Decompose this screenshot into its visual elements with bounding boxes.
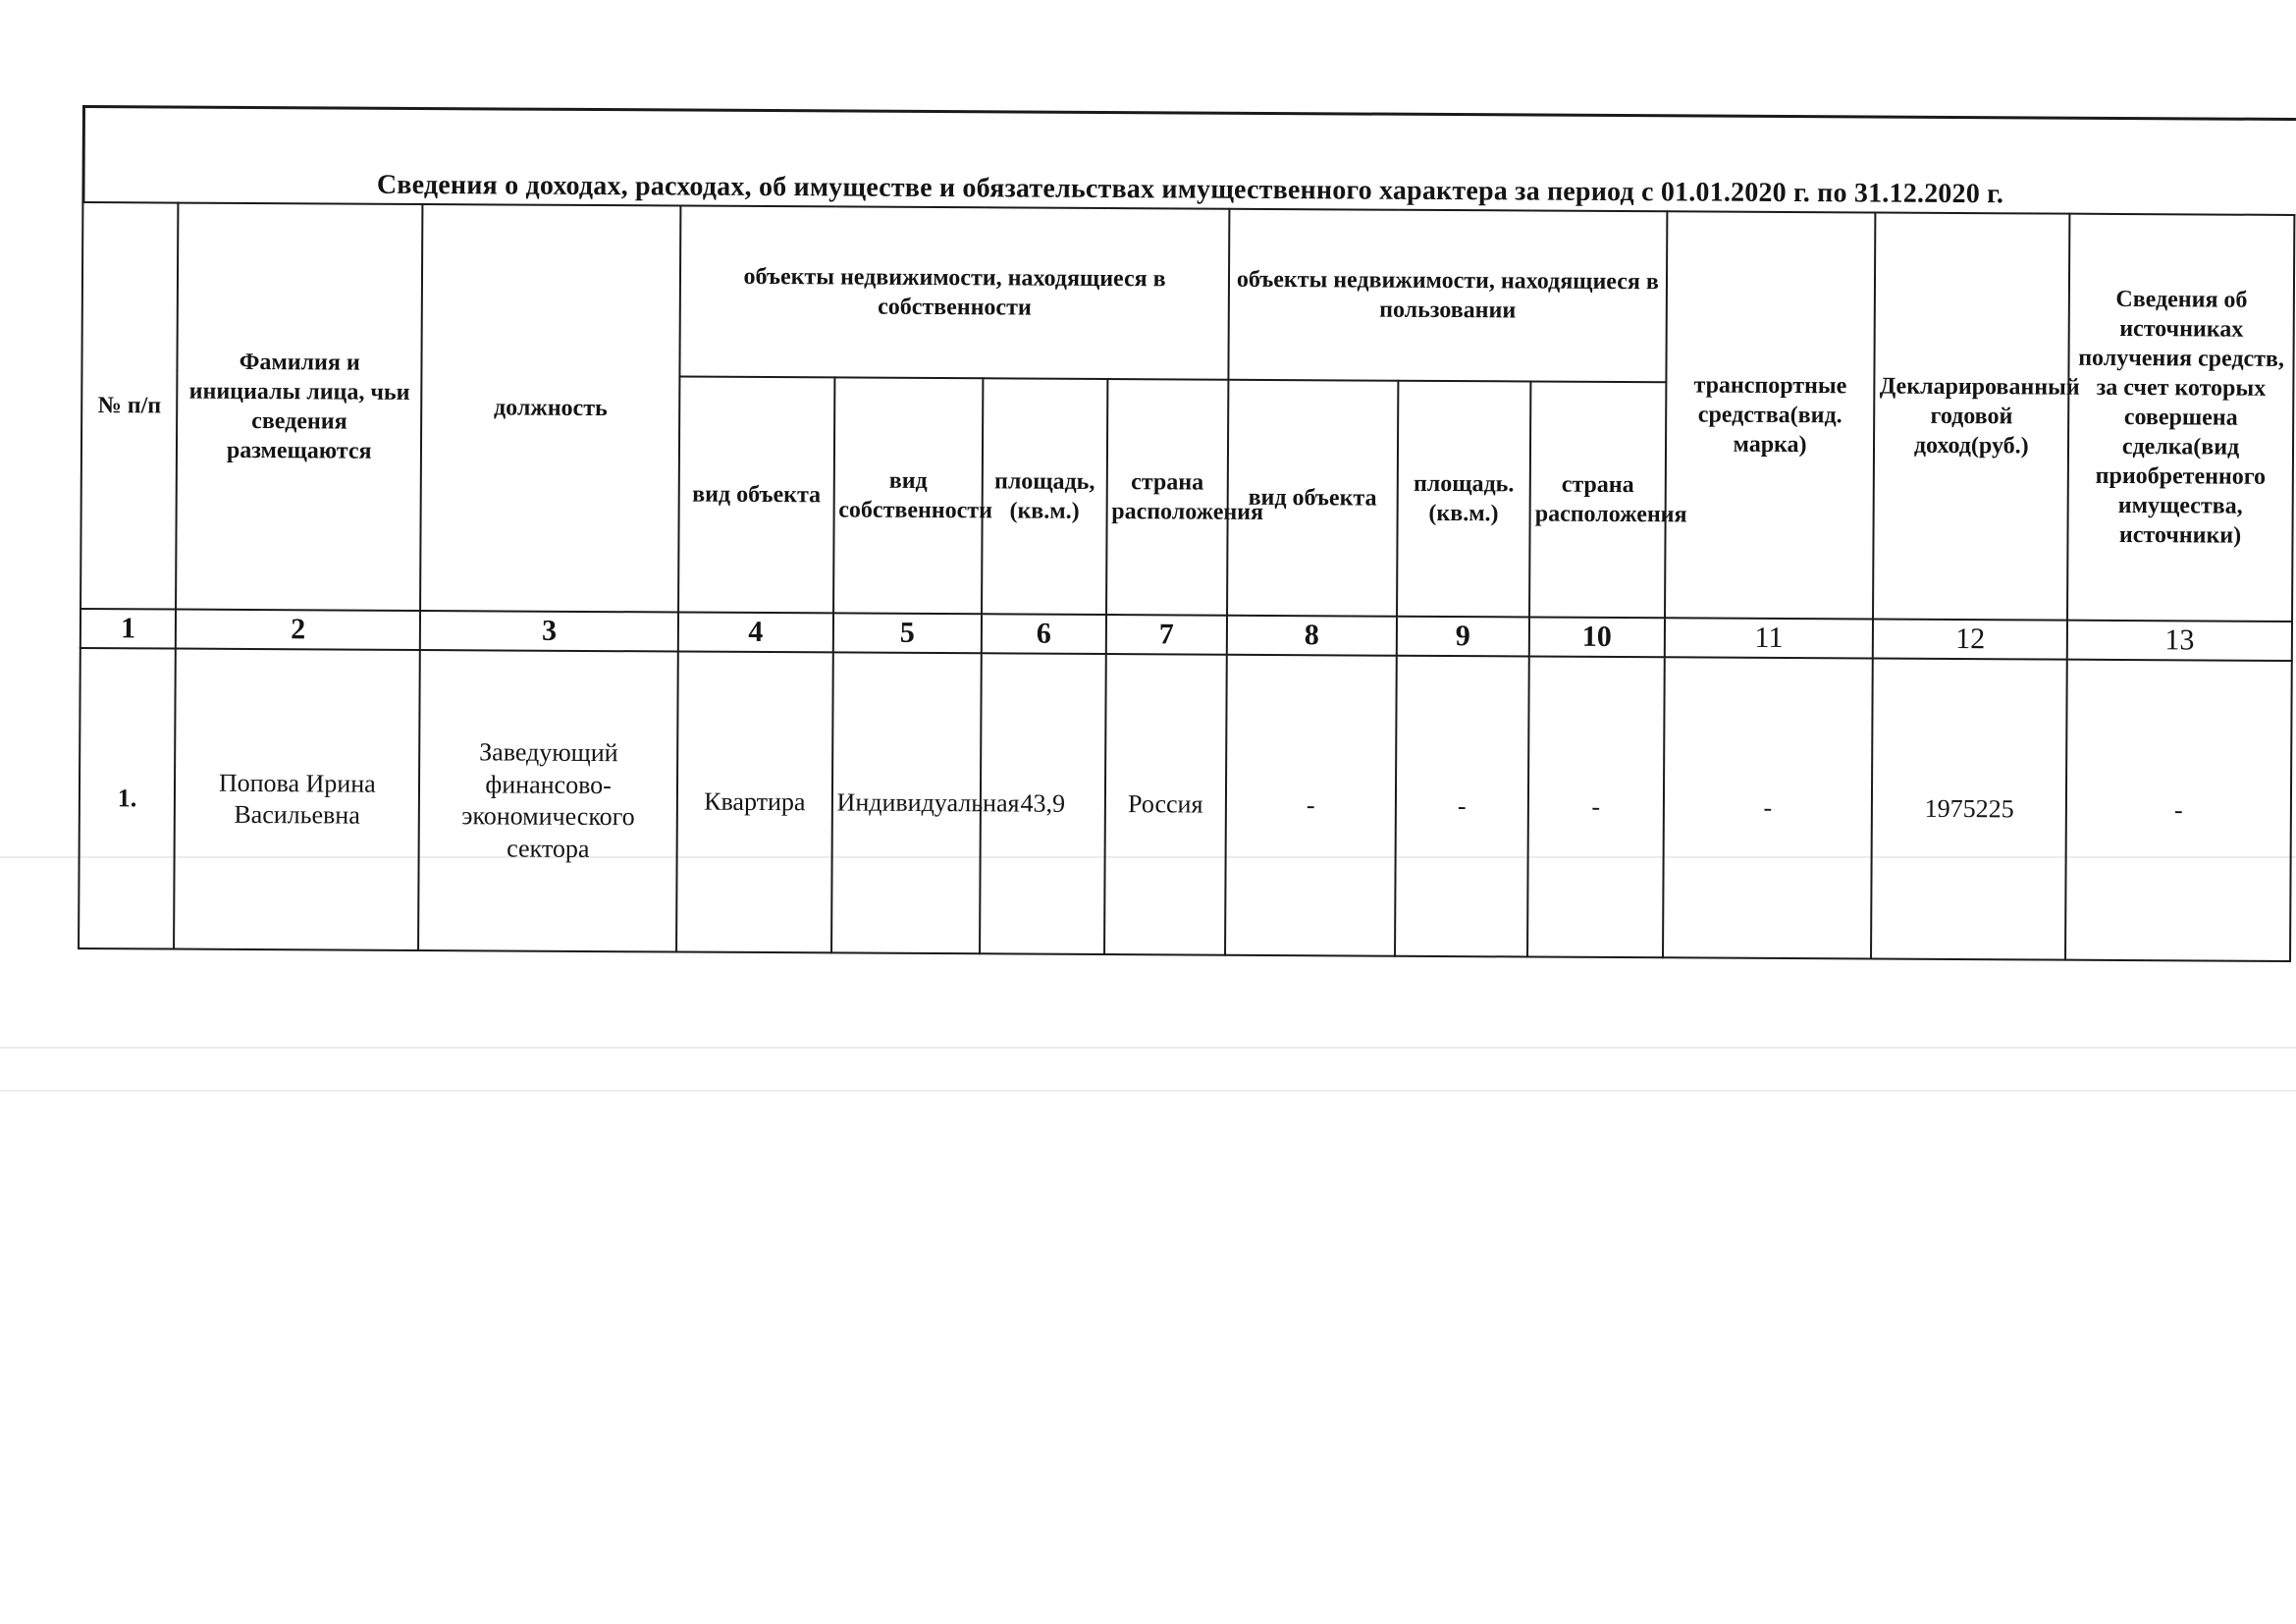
cell-num: 1. [79,648,176,949]
cell-used-area: - [1395,656,1529,957]
header-row-top [81,202,2294,386]
title-band [81,105,2296,214]
cell-owned-ownership: Индивидуальная [831,652,982,953]
column-number: 9 [1396,617,1529,657]
header-owned-area: площадь, (кв.м.) [982,378,1107,615]
column-number: 11 [1664,618,1873,658]
column-number: 7 [1105,615,1227,655]
declaration-table [78,201,2295,962]
column-number: 3 [420,611,678,652]
header-owned-type: вид объекта [678,377,834,614]
cell-position: Заведующий финансово-экономического сектора [418,650,678,952]
column-number: 5 [832,613,982,653]
header-used-area: площадь. (кв.м.) [1397,381,1531,618]
column-number: 10 [1529,617,1665,657]
scan-artifact-line [0,1090,2296,1092]
header-owned-country: страна расположения [1106,379,1229,616]
header-used-type: вид объекта [1227,380,1398,617]
document-title: Сведения о доходах, расходах, об имуществе и обязательствах имущественного характера за период с 01.01.2020 г. по 31.12.2020 г. [376,169,2004,210]
header-vehicles: транспортные средства(вид. марка) [1665,211,1876,619]
header-used-country: страна расположения [1529,382,1666,619]
scan-artifact-line [0,1047,2296,1049]
declaration-document [78,105,2296,997]
header-income: Декларированный годовой доход(руб.) [1873,213,2069,621]
header-name: Фамилия и инициалы лица, чьи сведения размещаются [176,203,422,611]
column-number: 6 [982,614,1106,654]
cell-name: Попова Ирина Васильевна [174,649,420,950]
cell-sources: - [2065,660,2292,961]
header-num: № п/п [80,202,179,610]
column-number: 13 [2067,621,2292,661]
cell-owned-country: Россия [1104,654,1227,955]
cell-owned-area: 43,9 [980,653,1105,954]
table-row [79,648,2292,961]
cell-used-type: - [1225,655,1396,956]
column-number: 8 [1227,616,1397,656]
header-used-group: объекты недвижимости, находящиеся в пользовании [1228,209,1667,383]
column-number: 4 [678,613,833,653]
cell-income: 1975225 [1871,659,2066,960]
header-sources: Сведения об источниках получения средств, за счет которых совершена сделка(вид приобретенного имущества, источники) [2067,214,2294,622]
cell-vehicles: - [1663,657,1874,958]
column-number: 2 [176,610,420,650]
cell-used-country: - [1527,656,1664,957]
header-position: должность [420,204,680,613]
column-number: 12 [1873,620,2067,660]
cell-owned-type: Квартира [676,652,832,953]
header-owned-ownership: вид собственности [833,377,984,614]
header-owned-group: объекты недвижимости, находящиеся в собственности [680,206,1230,380]
column-number: 1 [80,609,177,649]
